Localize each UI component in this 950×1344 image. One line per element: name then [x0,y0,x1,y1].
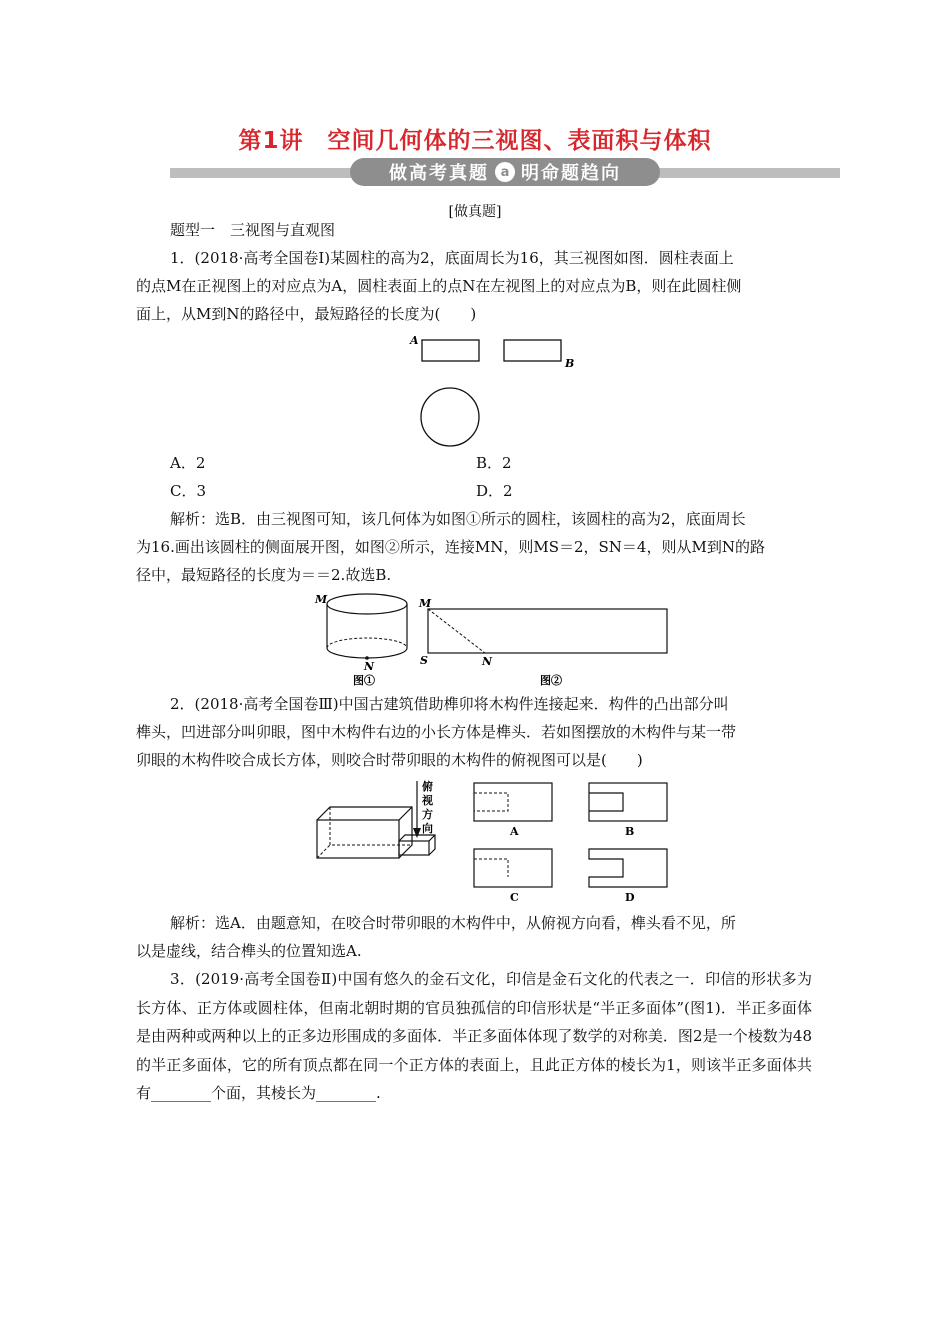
option-b-view [589,783,667,821]
q3-paragraph: 3．(2019·高考全国卷Ⅱ)中国有悠久的金石文化，印信是金石文化的代表之一．印信的形状多为长方体、正方体或圆柱体，但南北朝时期的官员独孤信的印信形状是“半正多面体”(图1)．半正多面体是由两种或两种以上的正多边形围成的多面体．半正多面体体现了数学的对称美．图2是一个棱数为48的半正多面体，它的所有顶点都在同一个正方体的表面上，且此正方体的棱长为1，则该半正多面体共有________个面，其棱长为________. [136,970,812,1103]
unf-s: S [420,654,428,667]
banner-left-text: 做高考真题 [389,163,489,184]
label-a: A [410,334,419,347]
topic-heading: 题型一 三视图与直观图 [170,221,336,239]
banner-right-text: 明命题趋向 [521,163,621,184]
fig2-caption: 图② [540,674,562,687]
page-title: 第1讲 空间几何体的三视图、表面积与体积 [238,128,712,154]
q1-option-b: B．2 [476,454,512,472]
dir-4: 向 [422,822,433,835]
cyl-n: N [364,660,375,673]
q1-solution-line-3: 径中，最短路径的长度为＝＝2.故选B. [136,566,392,584]
q2-solution-line-2: 以是虚线，结合榫头的位置知选A. [136,942,362,960]
q2-line-1: 2．(2018·高考全国卷Ⅲ)中国古建筑借助榫卯将木构件连接起来．构件的凸出部分叫 [170,695,729,713]
dir-3: 方 [422,808,433,821]
q1-line-3: 面上，从M到N的路径中，最短路径的长度为( ) [136,305,477,323]
option-a-label: A [510,825,519,838]
option-c-label: C [510,891,519,904]
unf-n: N [482,655,493,668]
option-c-view [474,849,552,887]
unf-m: M [419,597,432,610]
dir-2: 视 [422,794,433,807]
banner-badge-icon: a [495,162,515,182]
q1-option-c: C．3 [170,482,207,500]
q1-option-a: A．2 [170,454,206,472]
section-tag: [做真题] [448,204,502,220]
q1-solution-line-2: 为16.画出该圆柱的侧面展开图，如图②所示，连接MN，则MS＝2，SN＝4，则从M到N的路 [136,538,765,556]
cyl-m: M [315,593,328,606]
option-d-label: D [625,891,635,904]
q2-solution-line-1: 解析：选A．由题意知，在咬合时带卯眼的木构件中，从俯视方向看，榫头看不见，所 [170,914,736,932]
option-b-label: B [625,825,635,838]
option-d-view [589,849,667,887]
fig1-caption: 图① [353,674,375,687]
q2-line-3: 卯眼的木构件咬合成长方体，则咬合时带卯眼的木构件的俯视图可以是( ) [136,751,643,769]
label-b: B [565,357,575,370]
q2-line-2: 榫头，凹进部分叫卯眼，图中木构件右边的小长方体是榫头．若如图摆放的木构件与某一带 [136,723,737,741]
q1-line-1: 1．(2018·高考全国卷Ⅰ)某圆柱的高为2，底面周长为16，其三视图如图．圆柱表面上 [170,249,734,267]
dir-1: 俯 [422,780,433,793]
q1-option-d: D．2 [476,482,513,500]
q1-line-2: 的点M在正视图上的对应点为A，圆柱表面上的点N在左视图上的对应点为B，则在此圆柱侧 [136,277,742,295]
q1-solution-line-1: 解析：选B．由三视图可知，该几何体为如图①所示的圆柱，该圆柱的高为2，底面周长 [170,510,746,528]
option-a-view [474,783,552,821]
